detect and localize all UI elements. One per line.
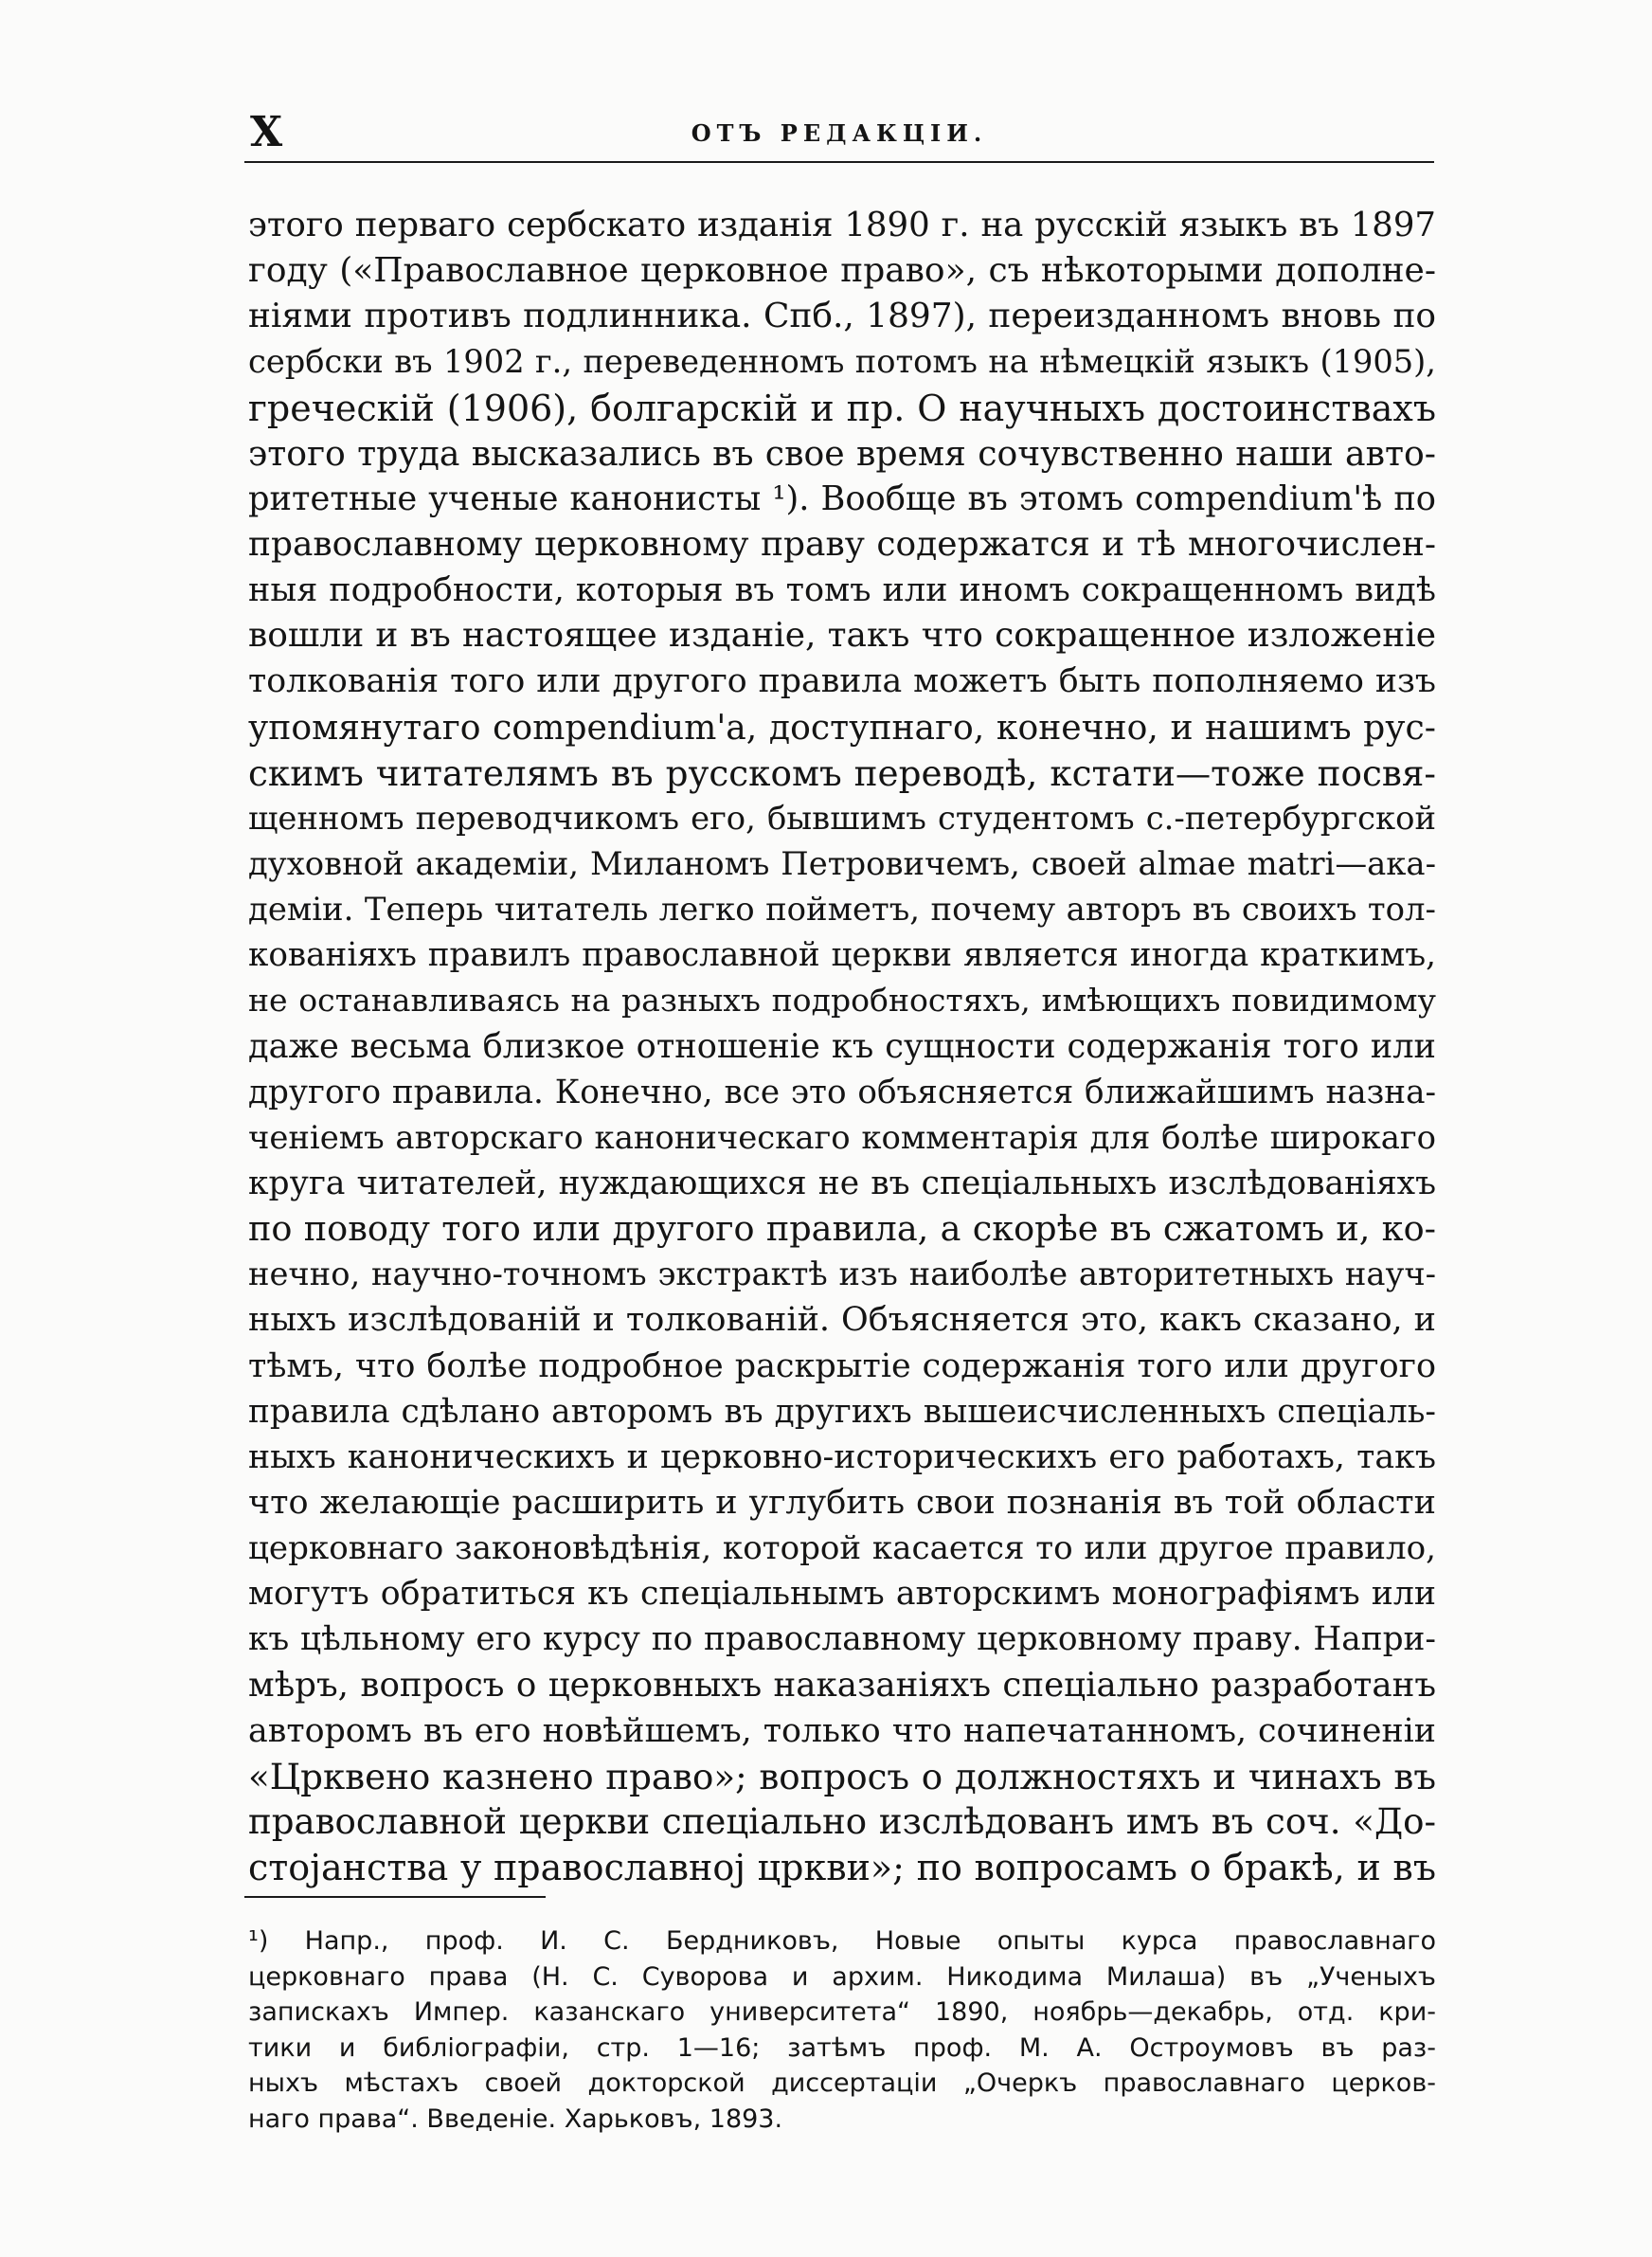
body-line: православной церкви спеціально изслѣдованъ имъ въ соч. «До- [248,1800,1436,1842]
body-line: ныхъ изслѣдованій и толкованій. Объясняется это, какъ сказано, и [248,1301,1436,1340]
body-line: толкованія того или другого правила можетъ быть пополняемо изъ [248,662,1436,701]
body-line: кованіяхъ правилъ православной церкви является иногда краткимъ, [248,936,1436,975]
body-line: что желающіе расширить и углубить свои познанія въ той области [248,1483,1436,1522]
header-rule [244,161,1434,163]
body-line: ніями противъ подлинника. Спб., 1897), переизданномъ вновь по [248,297,1436,336]
footnote-line: ныхъ мѣстахъ своей докторской диссертаціи „Очеркъ православнаго церков- [248,2068,1436,2099]
body-line: скимъ читателямъ въ русскомъ переводѣ, кстати—тоже посвя- [248,751,1436,794]
body-line: щенномъ переводчикомъ его, бывшимъ студентомъ с.-петербургской [248,799,1436,837]
body-line: ныхъ каноническихъ и церковно-историческихъ его работахъ, такъ [248,1437,1436,1476]
body-line: православному церковному праву содержатся и тѣ многочислен- [248,524,1436,564]
body-line: ритетные ученые канонисты ¹). Вообще въ этомъ compendium'ѣ по [248,478,1436,518]
running-head: ОТЪ РЕДАКЦІИ. [691,119,988,147]
body-line: даже весьма близкое отношеніе къ сущности содержанія того или [248,1026,1436,1066]
body-line: по поводу того или другого правила, а скорѣе въ сжатомъ и, ко- [248,1208,1436,1250]
page-number: X [250,108,283,156]
body-line: не останавливаясь на разныхъ подробностяхъ, имѣющихъ повидимому [248,982,1436,1020]
body-line: этого перваго сербскато изданія 1890 г. на русскій языкъ въ 1897 [248,206,1436,244]
body-line: вошли и въ настоящее изданіе, такъ что сокращенное изложеніе [248,616,1436,656]
page-header [246,108,1432,156]
body-line: авторомъ въ его новѣйшемъ, только что напечатанномъ, сочиненіи [248,1711,1436,1750]
body-line: ченіемъ авторскаго каноническаго комментарія для болѣе широкаго [248,1118,1436,1156]
body-line: сербски въ 1902 г., переведенномъ потомъ на нѣмецкій языкъ (1905), [248,343,1436,381]
body-line: круга читателей, нуждающихся не въ спеціальныхъ изслѣдованіяхъ [248,1164,1436,1202]
footnotes [248,1923,1436,2138]
footnote-line: запискахъ Импер. казанскаго университета“ 1890, ноябрь—декабрь, отд. кри- [248,1997,1436,2028]
body-line: другого правила. Конечно, все это объясняется ближайшимъ назна- [248,1073,1436,1111]
body-line: году («Православное церковное право», съ нѣкоторыми дополне- [248,251,1436,291]
body-line: деміи. Теперь читатель легко пойметъ, почему авторъ въ своихъ тол- [248,891,1436,929]
body-line: могутъ обратиться къ спеціальнымъ авторскимъ монографіямъ или [248,1575,1436,1614]
body-line: мѣръ, вопросъ о церковныхъ наказаніяхъ спеціально разработанъ [248,1665,1436,1705]
body-line: правила сдѣлано авторомъ въ другихъ вышеисчисленныхъ спеціаль- [248,1392,1436,1431]
footnote-line: наго права“. Введеніе. Харьковъ, 1893. [248,2104,783,2134]
body-line: тѣмъ, что болѣе подробное раскрытіе содержанія того или другого [248,1346,1436,1385]
body-line: ныя подробности, которыя въ томъ или иномъ сокращенномъ видѣ [248,570,1436,610]
footnote-rule [244,1896,546,1898]
body-line: «Црквено казнено право»; вопросъ о должностяхъ и чинахъ въ [248,1755,1436,1797]
footnote-line: ¹) Напр., проф. И. С. Бердниковъ, Новые опыты курса православнаго [248,1926,1436,1956]
body-line: къ цѣльному его курсу по православному церковному праву. Напри- [248,1620,1436,1659]
footnote-line: церковнаго права (Н. С. Суворова и архим. Никодима Милаша) въ „Ученыхъ [248,1961,1436,1992]
body-line: этого труда высказались въ свое время сочувственно наши авто- [248,432,1436,474]
body-line: упомянутаго compendium'a, доступнаго, конечно, и нашимъ рус- [248,706,1436,748]
body-line: церковнаго законовѣдѣнія, которой касается то или другое правило, [248,1529,1436,1568]
body-line: греческій (1906), болгарскій и пр. О научныхъ достоинствахъ [248,387,1436,429]
body-line: стојанства у православној цркви»; по вопросамъ о бракѣ, и въ [248,1847,1436,1889]
body-text [248,203,1436,1890]
body-line: духовной академіи, Миланомъ Петровичемъ, своей almae matri—ака- [248,844,1436,882]
body-line: нечно, научно-точномъ экстрактѣ изъ наиболѣе авторитетныхъ науч- [248,1255,1436,1293]
footnote-line: тики и библіографіи, стр. 1—16; затѣмъ проф. М. А. Остроумовъ въ раз- [248,2032,1436,2063]
